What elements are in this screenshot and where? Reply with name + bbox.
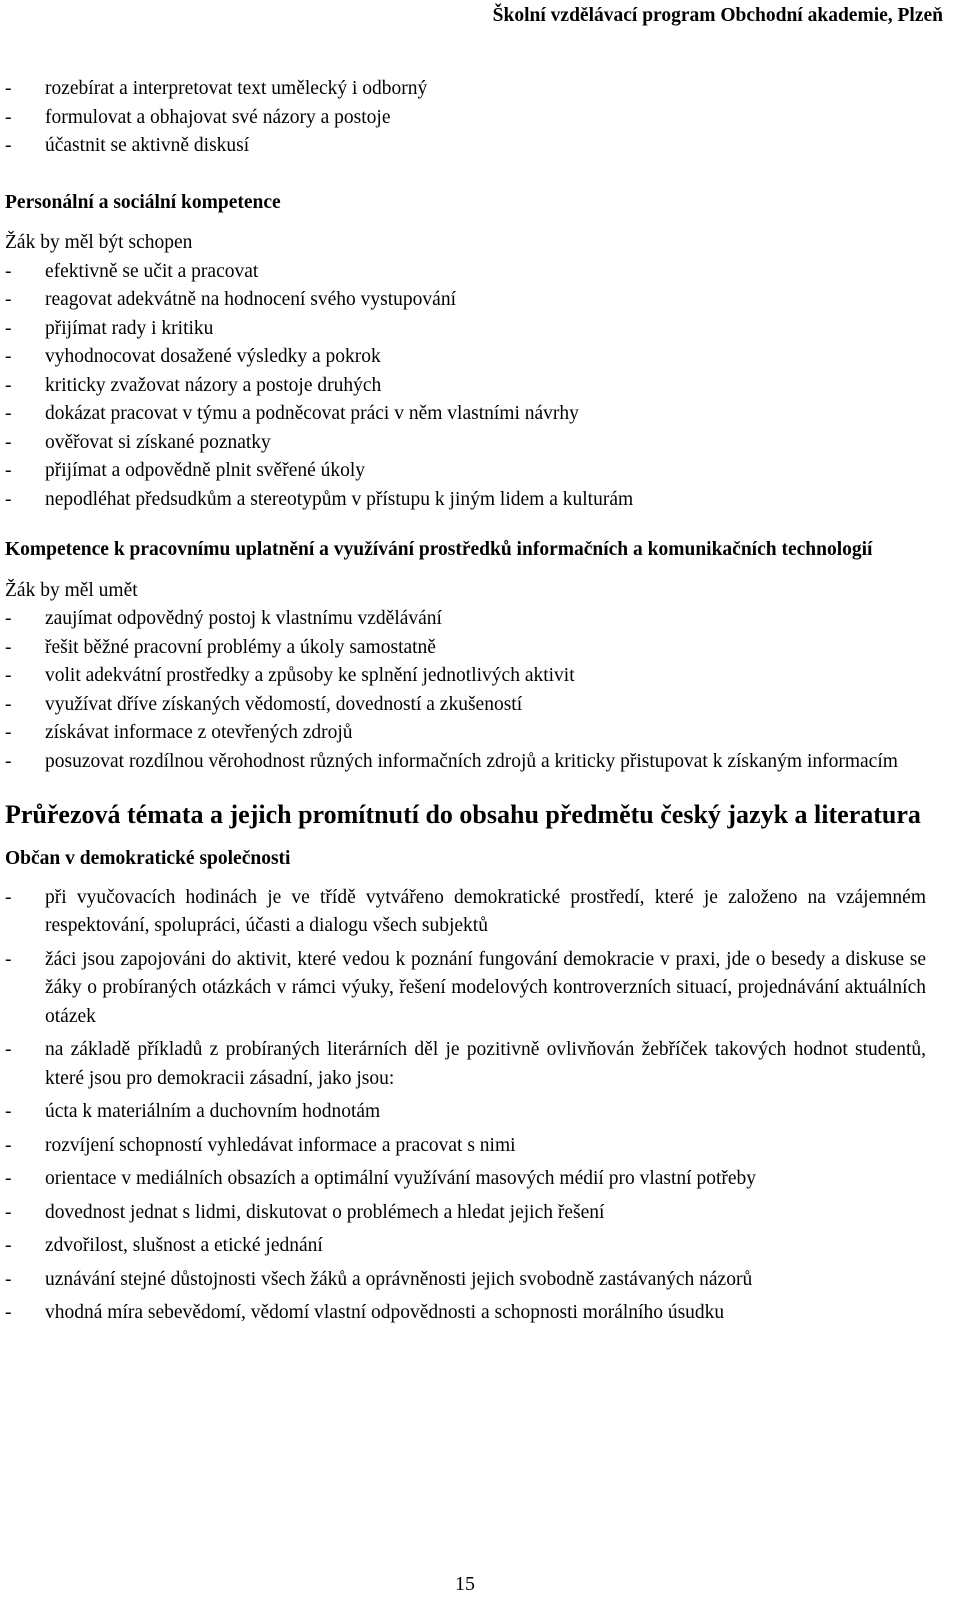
list-item: - řešit běžné pracovní problémy a úkoly samostatně [5,634,926,663]
list-item: - kriticky zvažovat názory a postoje druhých [5,372,926,401]
list-item: - rozebírat a interpretovat text umělecký i odborný [5,75,926,104]
list-item: - úcta k materiálním a duchovním hodnotám [5,1098,926,1127]
personal-competence-list [5,258,926,515]
work-section-lead: Žák by měl umět [5,579,138,601]
list-item: - formulovat a obhajovat své názory a postoje [5,104,926,133]
list-item: - žáci jsou zapojováni do aktivit, které vedou k poznání fungování demokracie v praxi, jde o besedy a diskuse se žáky o probíraných otázkách v rámci výuky, řešení modelových kontroverzních situací, projednávání aktuálních otázek [5,946,926,1032]
personal-section-heading: Personální a sociální kompetence [5,191,281,213]
list-item: - dokázat pracovat v týmu a podněcovat práci v něm vlastními návrhy [5,400,926,429]
work-competence-list [5,605,926,776]
list-item: - orientace v mediálních obsazích a optimální využívání masových médií pro vlastní potřeby [5,1165,926,1194]
cross-topics-heading: Průřezová témata a jejich promítnutí do obsahu předmětu český jazyk a literatura [5,800,921,829]
list-item: - účastnit se aktivně diskusí [5,132,926,161]
list-item: - dovednost jednat s lidmi, diskutovat o problémech a hledat jejich řešení [5,1199,926,1228]
list-item: - při vyučovacích hodinách je ve třídě vytvářeno demokratické prostředí, které je založeno na vzájemném respektování, spolupráci, účasti a dialogu všech subjektů [5,884,926,941]
list-item: - reagovat adekvátně na hodnocení svého vystupování [5,286,926,315]
list-item: - posuzovat rozdílnou věrohodnost různých informačních zdrojů a kriticky přistupovat k získaným informacím [5,748,926,777]
list-item: - volit adekvátní prostředky a způsoby ke splnění jednotlivých aktivit [5,662,926,691]
list-item: - přijímat rady i kritiku [5,315,926,344]
list-item: - rozvíjení schopností vyhledávat informace a pracovat s nimi [5,1132,926,1161]
work-section-heading: Kompetence k pracovnímu uplatnění a využívání prostředků informačních a komunikačních technologií [5,539,873,560]
page-number: 15 [455,1573,475,1595]
intro-list [5,75,926,161]
citizen-section-heading: Občan v demokratické společnosti [5,848,291,869]
list-item: - vyhodnocovat dosažené výsledky a pokrok [5,343,926,372]
list-item: - na základě příkladů z probíraných literárních děl je pozitivně ovlivňován žebříček takových hodnot studentů, které jsou pro demokracii zásadní, jako jsou: [5,1036,926,1093]
list-item: - přijímat a odpovědně plnit svěřené úkoly [5,457,926,486]
list-item: - získávat informace z otevřených zdrojů [5,719,926,748]
list-item: - efektivně se učit a pracovat [5,258,926,287]
list-item: - využívat dříve získaných vědomostí, dovedností a zkušeností [5,691,926,720]
document-header: Školní vzdělávací program Obchodní akademie, Plzeň [492,5,943,26]
list-item: - nepodléhat předsudkům a stereotypům v přístupu k jiným lidem a kulturám [5,486,926,515]
list-item: - zdvořilost, slušnost a etické jednání [5,1232,926,1261]
personal-section-lead: Žák by měl být schopen [5,232,193,253]
page-content [5,75,926,1333]
list-item: - ověřovat si získané poznatky [5,429,926,458]
list-item: - vhodná míra sebevědomí, vědomí vlastní odpovědnosti a schopnosti morálního úsudku [5,1299,926,1328]
list-item: - zaujímat odpovědný postoj k vlastnímu vzdělávání [5,605,926,634]
list-item: - uznávání stejné důstojnosti všech žáků a oprávněnosti jejich svobodně zastávaných názorů [5,1266,926,1295]
citizen-topic-list [5,884,926,1328]
